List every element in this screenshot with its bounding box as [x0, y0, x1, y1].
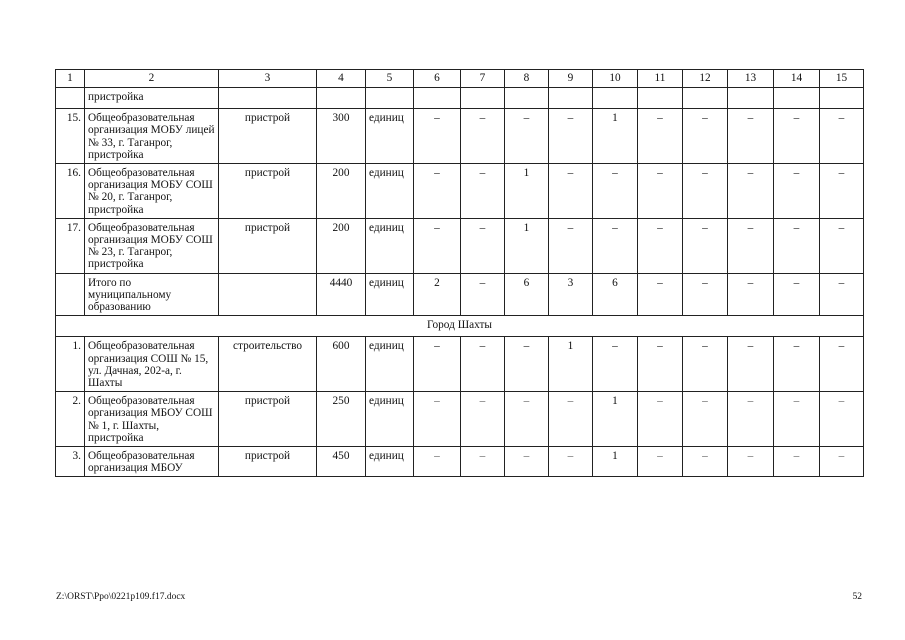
object-name: Общеобразовательная организация СОШ № 15, ул. Дачная, 202-а, г. Шахты [85, 337, 219, 392]
capacity-value: 200 [317, 218, 366, 273]
year-cell-12: – [683, 273, 728, 316]
year-cell-14: – [774, 447, 820, 477]
year-cell-10 [593, 88, 638, 109]
year-cell-12: – [683, 447, 728, 477]
section-title: Город Шахты [56, 316, 864, 337]
column-header-5: 5 [366, 70, 414, 88]
year-cell-13 [728, 88, 774, 109]
unit-label: единиц [366, 273, 414, 316]
object-name: Общеобразовательная организация МОБУ СОШ № 20, г. Таганрог, пристройка [85, 164, 219, 219]
table-body [56, 88, 864, 477]
year-cell-14: – [774, 164, 820, 219]
footer-page-number: 52 [852, 592, 862, 602]
year-cell-9: 3 [549, 273, 593, 316]
object-name: Общеобразовательная организация МБОУ СОШ № 1, г. Шахты, пристройка [85, 392, 219, 447]
object-name: Общеобразовательная организация МОБУ СОШ № 23, г. Таганрог, пристройка [85, 218, 219, 273]
table-row [56, 109, 864, 164]
capacity-value: 300 [317, 109, 366, 164]
year-cell-11: – [638, 109, 683, 164]
column-header-11: 11 [638, 70, 683, 88]
column-header-15: 15 [820, 70, 864, 88]
year-cell-12: – [683, 109, 728, 164]
column-header-10: 10 [593, 70, 638, 88]
object-name: Общеобразовательная организация МБОУ [85, 447, 219, 477]
unit-label: единиц [366, 392, 414, 447]
year-cell-15: – [820, 447, 864, 477]
year-cell-6: – [414, 447, 461, 477]
table-row [56, 218, 864, 273]
year-cell-9: – [549, 109, 593, 164]
year-cell-7 [461, 88, 505, 109]
year-cell-6: – [414, 109, 461, 164]
year-cell-8: 1 [505, 164, 549, 219]
year-cell-13: – [728, 109, 774, 164]
work-type: пристрой [219, 109, 317, 164]
year-cell-9: – [549, 447, 593, 477]
year-cell-7: – [461, 109, 505, 164]
year-cell-6: – [414, 392, 461, 447]
year-cell-11: – [638, 218, 683, 273]
row-number [56, 273, 85, 316]
work-type [219, 88, 317, 109]
year-cell-14: – [774, 109, 820, 164]
year-cell-11: – [638, 164, 683, 219]
year-cell-14: – [774, 337, 820, 392]
column-header-9: 9 [549, 70, 593, 88]
year-cell-6: 2 [414, 273, 461, 316]
year-cell-10: 6 [593, 273, 638, 316]
year-cell-10: 1 [593, 109, 638, 164]
year-cell-13: – [728, 337, 774, 392]
year-cell-7: – [461, 392, 505, 447]
table-row [56, 337, 864, 392]
year-cell-11: – [638, 447, 683, 477]
year-cell-9: – [549, 392, 593, 447]
year-cell-7: – [461, 273, 505, 316]
column-header-3: 3 [219, 70, 317, 88]
row-number [56, 88, 85, 109]
year-cell-13: – [728, 164, 774, 219]
work-type: пристрой [219, 218, 317, 273]
table-row [56, 392, 864, 447]
unit-label: единиц [366, 447, 414, 477]
year-cell-8: – [505, 447, 549, 477]
unit-label: единиц [366, 164, 414, 219]
object-name: Итого по муниципальному образованию [85, 273, 219, 316]
column-header-12: 12 [683, 70, 728, 88]
row-number: 15. [56, 109, 85, 164]
year-cell-15: – [820, 109, 864, 164]
year-cell-13: – [728, 218, 774, 273]
capacity-value: 4440 [317, 273, 366, 316]
column-header-7: 7 [461, 70, 505, 88]
year-cell-11: – [638, 392, 683, 447]
year-cell-12 [683, 88, 728, 109]
year-cell-15 [820, 88, 864, 109]
row-number: 1. [56, 337, 85, 392]
capacity-value: 450 [317, 447, 366, 477]
footer-file-path: Z:\ORST\Ppo\0221p109.f17.docx [56, 592, 186, 602]
table-header-row [56, 70, 864, 88]
year-cell-9 [549, 88, 593, 109]
unit-label: единиц [366, 109, 414, 164]
column-header-1: 1 [56, 70, 85, 88]
year-cell-7: – [461, 218, 505, 273]
year-cell-15: – [820, 164, 864, 219]
document-table [55, 69, 864, 477]
year-cell-14: – [774, 273, 820, 316]
year-cell-13: – [728, 447, 774, 477]
column-header-14: 14 [774, 70, 820, 88]
year-cell-13: – [728, 392, 774, 447]
year-cell-8: – [505, 109, 549, 164]
year-cell-15: – [820, 337, 864, 392]
year-cell-10: – [593, 164, 638, 219]
object-name: Общеобразовательная организация МОБУ лицей № 33, г. Таганрог, пристройка [85, 109, 219, 164]
unit-label: единиц [366, 337, 414, 392]
year-cell-15: – [820, 218, 864, 273]
year-cell-11: – [638, 337, 683, 392]
table-row [56, 88, 864, 109]
column-header-13: 13 [728, 70, 774, 88]
year-cell-8: – [505, 337, 549, 392]
year-cell-14 [774, 88, 820, 109]
year-cell-14: – [774, 392, 820, 447]
year-cell-7: – [461, 447, 505, 477]
year-cell-9: – [549, 218, 593, 273]
year-cell-11 [638, 88, 683, 109]
year-cell-8: 1 [505, 218, 549, 273]
year-cell-15: – [820, 392, 864, 447]
capacity-value: 200 [317, 164, 366, 219]
work-type: пристрой [219, 447, 317, 477]
table-row [56, 164, 864, 219]
capacity-value: 600 [317, 337, 366, 392]
year-cell-15: – [820, 273, 864, 316]
work-type: строительство [219, 337, 317, 392]
year-cell-9: – [549, 164, 593, 219]
row-number: 17. [56, 218, 85, 273]
year-cell-6: – [414, 164, 461, 219]
section-header-row [56, 316, 864, 337]
year-cell-6: – [414, 218, 461, 273]
year-cell-10: – [593, 218, 638, 273]
work-type: пристрой [219, 392, 317, 447]
year-cell-10: 1 [593, 447, 638, 477]
column-header-8: 8 [505, 70, 549, 88]
row-number: 16. [56, 164, 85, 219]
year-cell-10: 1 [593, 392, 638, 447]
capacity-value: 250 [317, 392, 366, 447]
year-cell-13: – [728, 273, 774, 316]
row-number: 3. [56, 447, 85, 477]
row-number: 2. [56, 392, 85, 447]
year-cell-14: – [774, 218, 820, 273]
work-type [219, 273, 317, 316]
year-cell-7: – [461, 337, 505, 392]
column-header-2: 2 [85, 70, 219, 88]
year-cell-12: – [683, 337, 728, 392]
year-cell-12: – [683, 392, 728, 447]
unit-label: единиц [366, 218, 414, 273]
object-name: пристройка [85, 88, 219, 109]
year-cell-11: – [638, 273, 683, 316]
year-cell-6: – [414, 337, 461, 392]
year-cell-8: – [505, 392, 549, 447]
column-header-6: 6 [414, 70, 461, 88]
year-cell-12: – [683, 164, 728, 219]
year-cell-10: – [593, 337, 638, 392]
year-cell-9: 1 [549, 337, 593, 392]
table-row [56, 273, 864, 316]
work-type: пристрой [219, 164, 317, 219]
year-cell-8 [505, 88, 549, 109]
year-cell-12: – [683, 218, 728, 273]
table-row [56, 447, 864, 477]
capacity-value [317, 88, 366, 109]
column-header-4: 4 [317, 70, 366, 88]
year-cell-6 [414, 88, 461, 109]
year-cell-7: – [461, 164, 505, 219]
unit-label [366, 88, 414, 109]
year-cell-8: 6 [505, 273, 549, 316]
